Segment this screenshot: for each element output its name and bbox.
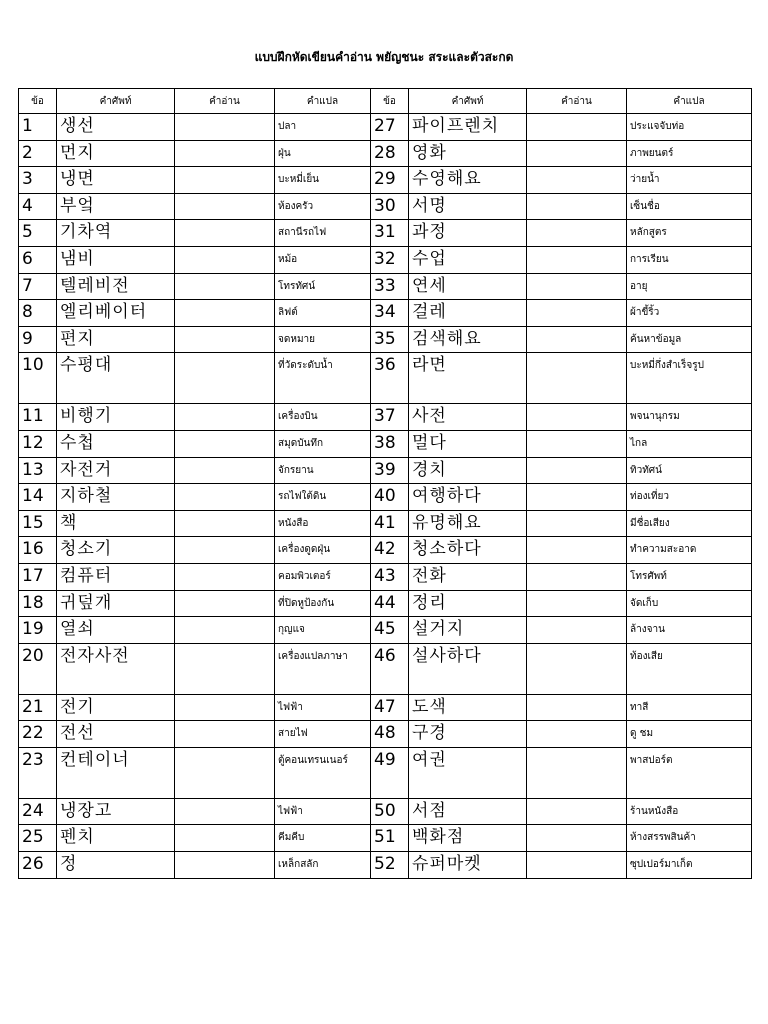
item-number: 11: [19, 404, 57, 431]
item-number: 19: [19, 617, 57, 644]
item-number: 35: [371, 326, 409, 353]
thai-meaning: ที่ปิดหูป้องกัน: [275, 590, 371, 617]
korean-word: 기차역: [57, 220, 175, 247]
korean-word: 서점: [409, 798, 527, 825]
thai-meaning: ทำความสะอาด: [627, 537, 752, 564]
table-row: [19, 114, 752, 141]
item-number: 27: [371, 114, 409, 141]
thai-meaning: ดู ชม: [627, 721, 752, 748]
korean-word: 연세: [409, 273, 527, 300]
korean-word: 청소기: [57, 537, 175, 564]
korean-word: 청소하다: [409, 537, 527, 564]
reading-blank[interactable]: [175, 404, 275, 431]
reading-blank[interactable]: [527, 353, 627, 404]
korean-word: 전선: [57, 721, 175, 748]
item-number: 17: [19, 563, 57, 590]
reading-blank[interactable]: [175, 246, 275, 273]
thai-meaning: หม้อ: [275, 246, 371, 273]
item-number: 50: [371, 798, 409, 825]
korean-word: 걸레: [409, 300, 527, 327]
reading-blank[interactable]: [175, 193, 275, 220]
item-number: 48: [371, 721, 409, 748]
item-number: 4: [19, 193, 57, 220]
thai-meaning: คีมคีบ: [275, 825, 371, 852]
table-row: [19, 353, 752, 404]
thai-meaning: พาสปอร์ต: [627, 747, 752, 798]
thai-meaning: ปลา: [275, 114, 371, 141]
item-number: 16: [19, 537, 57, 564]
item-number: 47: [371, 694, 409, 721]
thai-meaning: ประแจจับท่อ: [627, 114, 752, 141]
table-row: [19, 140, 752, 167]
item-number: 15: [19, 510, 57, 537]
thai-meaning: ค้นหาข้อมูล: [627, 326, 752, 353]
korean-word: 정: [57, 852, 175, 879]
korean-word: 사전: [409, 404, 527, 431]
thai-meaning: ลิฟต์: [275, 300, 371, 327]
table-row: [19, 167, 752, 194]
item-number: 9: [19, 326, 57, 353]
thai-meaning: ท่องเที่ยว: [627, 484, 752, 511]
korean-word: 파이프렌치: [409, 114, 527, 141]
reading-blank[interactable]: [527, 643, 627, 694]
reading-blank[interactable]: [527, 326, 627, 353]
korean-word: 수영해요: [409, 167, 527, 194]
thai-meaning: ห้างสรรพสินค้า: [627, 825, 752, 852]
item-number: 28: [371, 140, 409, 167]
thai-meaning: ฝุ่น: [275, 140, 371, 167]
item-number: 41: [371, 510, 409, 537]
thai-meaning: จัดเก็บ: [627, 590, 752, 617]
column-header-word: คำศัพท์: [57, 89, 175, 114]
thai-meaning: สายไฟ: [275, 721, 371, 748]
reading-blank[interactable]: [175, 140, 275, 167]
thai-meaning: อายุ: [627, 273, 752, 300]
table-row: [19, 617, 752, 644]
thai-meaning: รถไฟใต้ดิน: [275, 484, 371, 511]
korean-word: 구경: [409, 721, 527, 748]
korean-word: 수평대: [57, 353, 175, 404]
reading-blank[interactable]: [527, 246, 627, 273]
korean-word: 도색: [409, 694, 527, 721]
thai-meaning: เซ็นชื่อ: [627, 193, 752, 220]
table-row: [19, 510, 752, 537]
thai-meaning: ที่วัดระดับน้ำ: [275, 353, 371, 404]
korean-word: 멀다: [409, 430, 527, 457]
korean-word: 책: [57, 510, 175, 537]
reading-blank[interactable]: [175, 457, 275, 484]
table-header-row: [19, 89, 752, 114]
item-number: 34: [371, 300, 409, 327]
reading-blank[interactable]: [175, 430, 275, 457]
reading-blank[interactable]: [175, 484, 275, 511]
reading-blank[interactable]: [527, 220, 627, 247]
korean-word: 지하철: [57, 484, 175, 511]
reading-blank[interactable]: [527, 825, 627, 852]
item-number: 7: [19, 273, 57, 300]
korean-word: 유명해요: [409, 510, 527, 537]
reading-blank[interactable]: [527, 300, 627, 327]
reading-blank[interactable]: [175, 220, 275, 247]
item-number: 5: [19, 220, 57, 247]
item-number: 10: [19, 353, 57, 404]
reading-blank[interactable]: [175, 721, 275, 748]
table-row: [19, 484, 752, 511]
thai-meaning: พจนานุกรม: [627, 404, 752, 431]
item-number: 29: [371, 167, 409, 194]
reading-blank[interactable]: [175, 114, 275, 141]
korean-word: 정리: [409, 590, 527, 617]
table-body: [19, 114, 752, 879]
thai-meaning: โทรศัพท์: [627, 563, 752, 590]
vocabulary-table: [18, 88, 752, 879]
thai-meaning: กุญแจ: [275, 617, 371, 644]
reading-blank[interactable]: [175, 326, 275, 353]
korean-word: 백화점: [409, 825, 527, 852]
korean-word: 냉면: [57, 167, 175, 194]
item-number: 51: [371, 825, 409, 852]
item-number: 46: [371, 643, 409, 694]
thai-meaning: ไกล: [627, 430, 752, 457]
column-header-word: คำศัพท์: [409, 89, 527, 114]
item-number: 40: [371, 484, 409, 511]
thai-meaning: การเรียน: [627, 246, 752, 273]
korean-word: 비행기: [57, 404, 175, 431]
table-row: [19, 246, 752, 273]
thai-meaning: ตู้คอนเทรนเนอร์: [275, 747, 371, 798]
column-header-reading: คำอ่าน: [527, 89, 627, 114]
reading-blank[interactable]: [175, 537, 275, 564]
reading-blank[interactable]: [527, 167, 627, 194]
reading-blank[interactable]: [175, 563, 275, 590]
reading-blank[interactable]: [527, 510, 627, 537]
item-number: 24: [19, 798, 57, 825]
reading-blank[interactable]: [527, 140, 627, 167]
table-row: [19, 721, 752, 748]
item-number: 36: [371, 353, 409, 404]
column-header-meaning: คำแปล: [275, 89, 371, 114]
item-number: 39: [371, 457, 409, 484]
thai-meaning: ไฟฟ้า: [275, 694, 371, 721]
korean-word: 엘리베이터: [57, 300, 175, 327]
item-number: 32: [371, 246, 409, 273]
korean-word: 펜치: [57, 825, 175, 852]
reading-blank[interactable]: [527, 273, 627, 300]
reading-blank[interactable]: [175, 617, 275, 644]
reading-blank[interactable]: [527, 404, 627, 431]
reading-blank[interactable]: [527, 563, 627, 590]
reading-blank[interactable]: [175, 590, 275, 617]
korean-word: 검색해요: [409, 326, 527, 353]
korean-word: 수첩: [57, 430, 175, 457]
korean-word: 과정: [409, 220, 527, 247]
item-number: 22: [19, 721, 57, 748]
korean-word: 부엌: [57, 193, 175, 220]
table-row: [19, 643, 752, 694]
reading-blank[interactable]: [175, 825, 275, 852]
reading-blank[interactable]: [527, 484, 627, 511]
reading-blank[interactable]: [175, 273, 275, 300]
thai-meaning: สถานีรถไฟ: [275, 220, 371, 247]
item-number: 8: [19, 300, 57, 327]
korean-word: 컨테이너: [57, 747, 175, 798]
reading-blank[interactable]: [527, 430, 627, 457]
korean-word: 냉장고: [57, 798, 175, 825]
thai-meaning: บะหมี่เย็น: [275, 167, 371, 194]
korean-word: 영화: [409, 140, 527, 167]
item-number: 14: [19, 484, 57, 511]
thai-meaning: เครื่องดูดฝุ่น: [275, 537, 371, 564]
korean-word: 귀덮개: [57, 590, 175, 617]
column-header-reading: คำอ่าน: [175, 89, 275, 114]
korean-word: 라면: [409, 353, 527, 404]
korean-word: 자전거: [57, 457, 175, 484]
korean-word: 전자사전: [57, 643, 175, 694]
item-number: 44: [371, 590, 409, 617]
reading-blank[interactable]: [175, 510, 275, 537]
korean-word: 생선: [57, 114, 175, 141]
thai-meaning: คอมพิวเตอร์: [275, 563, 371, 590]
item-number: 18: [19, 590, 57, 617]
table-row: [19, 694, 752, 721]
korean-word: 설사하다: [409, 643, 527, 694]
reading-blank[interactable]: [175, 300, 275, 327]
korean-word: 설거지: [409, 617, 527, 644]
korean-word: 전화: [409, 563, 527, 590]
item-number: 13: [19, 457, 57, 484]
item-number: 52: [371, 852, 409, 879]
thai-meaning: หลักสูตร: [627, 220, 752, 247]
table-row: [19, 537, 752, 564]
table-row: [19, 747, 752, 798]
page-title: แบบฝึกหัดเขียนคำอ่าน พยัญชนะ สระและตัวสะกด: [254, 50, 514, 64]
item-number: 20: [19, 643, 57, 694]
reading-blank[interactable]: [527, 617, 627, 644]
reading-blank[interactable]: [527, 798, 627, 825]
korean-word: 경치: [409, 457, 527, 484]
thai-meaning: จดหมาย: [275, 326, 371, 353]
item-number: 30: [371, 193, 409, 220]
column-header-number: ข้อ: [19, 89, 57, 114]
korean-word: 슈퍼마켓: [409, 852, 527, 879]
thai-meaning: เครื่องแปลภาษา: [275, 643, 371, 694]
thai-meaning: เหล็กสลัก: [275, 852, 371, 879]
thai-meaning: ทิวทัศน์: [627, 457, 752, 484]
reading-blank[interactable]: [527, 721, 627, 748]
reading-blank[interactable]: [175, 643, 275, 694]
korean-word: 컴퓨터: [57, 563, 175, 590]
reading-blank[interactable]: [175, 353, 275, 404]
item-number: 1: [19, 114, 57, 141]
thai-meaning: ว่ายน้ำ: [627, 167, 752, 194]
thai-meaning: บะหมี่กึ่งสำเร็จรูป: [627, 353, 752, 404]
reading-blank[interactable]: [527, 747, 627, 798]
column-header-meaning: คำแปล: [627, 89, 752, 114]
item-number: 37: [371, 404, 409, 431]
thai-meaning: ห้องครัว: [275, 193, 371, 220]
reading-blank[interactable]: [175, 694, 275, 721]
reading-blank[interactable]: [527, 852, 627, 879]
reading-blank[interactable]: [527, 694, 627, 721]
thai-meaning: สมุดบันทึก: [275, 430, 371, 457]
thai-meaning: ทาสี: [627, 694, 752, 721]
item-number: 31: [371, 220, 409, 247]
thai-meaning: ล้างจาน: [627, 617, 752, 644]
table-row: [19, 404, 752, 431]
thai-meaning: ภาพยนตร์: [627, 140, 752, 167]
korean-word: 텔레비전: [57, 273, 175, 300]
item-number: 42: [371, 537, 409, 564]
thai-meaning: ซุปเปอร์มาเก็ต: [627, 852, 752, 879]
item-number: 21: [19, 694, 57, 721]
item-number: 38: [371, 430, 409, 457]
korean-word: 전기: [57, 694, 175, 721]
reading-blank[interactable]: [527, 193, 627, 220]
table-row: [19, 457, 752, 484]
table-row: [19, 273, 752, 300]
table-row: [19, 326, 752, 353]
reading-blank[interactable]: [175, 798, 275, 825]
item-number: 3: [19, 167, 57, 194]
korean-word: 열쇠: [57, 617, 175, 644]
thai-meaning: ท้องเสีย: [627, 643, 752, 694]
table-row: [19, 220, 752, 247]
table-row: [19, 852, 752, 879]
reading-blank[interactable]: [527, 114, 627, 141]
reading-blank[interactable]: [527, 457, 627, 484]
column-header-number: ข้อ: [371, 89, 409, 114]
item-number: 45: [371, 617, 409, 644]
thai-meaning: ผ้าขี้ริ้ว: [627, 300, 752, 327]
korean-word: 냄비: [57, 246, 175, 273]
korean-word: 여행하다: [409, 484, 527, 511]
item-number: 6: [19, 246, 57, 273]
table-row: [19, 590, 752, 617]
table-row: [19, 563, 752, 590]
item-number: 23: [19, 747, 57, 798]
thai-meaning: ไฟฟ้า: [275, 798, 371, 825]
thai-meaning: ร้านหนังสือ: [627, 798, 752, 825]
item-number: 12: [19, 430, 57, 457]
thai-meaning: จักรยาน: [275, 457, 371, 484]
reading-blank[interactable]: [175, 747, 275, 798]
table-row: [19, 300, 752, 327]
item-number: 2: [19, 140, 57, 167]
reading-blank[interactable]: [527, 590, 627, 617]
thai-meaning: เครื่องบิน: [275, 404, 371, 431]
item-number: 25: [19, 825, 57, 852]
korean-word: 편지: [57, 326, 175, 353]
table-row: [19, 798, 752, 825]
item-number: 26: [19, 852, 57, 879]
item-number: 33: [371, 273, 409, 300]
reading-blank[interactable]: [527, 537, 627, 564]
thai-meaning: มีชื่อเสียง: [627, 510, 752, 537]
item-number: 43: [371, 563, 409, 590]
item-number: 49: [371, 747, 409, 798]
korean-word: 수업: [409, 246, 527, 273]
korean-word: 먼지: [57, 140, 175, 167]
korean-word: 서명: [409, 193, 527, 220]
thai-meaning: โทรทัศน์: [275, 273, 371, 300]
reading-blank[interactable]: [175, 167, 275, 194]
korean-word: 여권: [409, 747, 527, 798]
table-row: [19, 430, 752, 457]
reading-blank[interactable]: [175, 852, 275, 879]
table-row: [19, 825, 752, 852]
thai-meaning: หนังสือ: [275, 510, 371, 537]
table-row: [19, 193, 752, 220]
